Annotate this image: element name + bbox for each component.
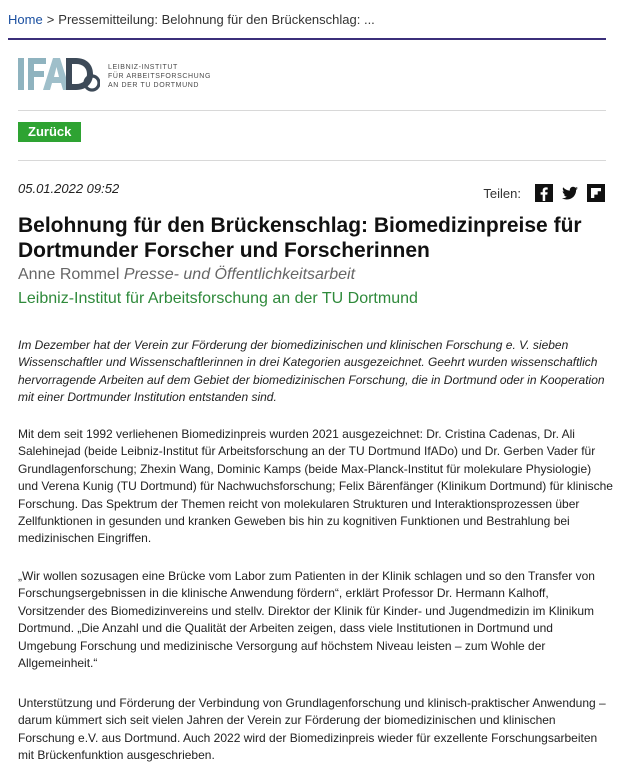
header-divider <box>8 38 606 40</box>
logo-line-3: AN DER TU DORTMUND <box>108 82 200 89</box>
body-paragraph: Unterstützung und Förderung der Verbindung von Grundlagenforschung und klinisch-praktischer Anwendung – darum kümmert sich seit vielen Jahren der Verein zur Förderung der biomedizinischen und klinischen Forschung e.V. aus Dortmund. Auch 2022 wird der Biomedizinpreis wieder für exzellente Forschungsarbeiten mit Brückenfunktion ausgeschrieben. <box>18 696 606 763</box>
author-name: Anne Rommel <box>18 266 120 283</box>
toolbar-divider <box>18 160 606 161</box>
institute-name: Leibniz-Institut für Arbeitsforschung an der TU Dortmund <box>18 290 418 307</box>
ifado-logo-mark <box>16 52 100 100</box>
body-paragraph: Mit dem seit 1992 verliehenen Biomedizinpreis wurden 2021 ausgezeichnet: Dr. Cristina Cadenas, Dr. Ali Salehinejad (beide Leibniz-Institut für Arbeitsforschung an der TU Dortmund IfADo) und Dr. Gerben Vader für Grundlagenforschung; Zhexin Wang, Dominic Kamps (beide Max-Planck-Institut für molekulare Physiologie) und Verena Kunig (TU Dortmund) für Nachwuchsforschung; Felix Bärenfänger (Klinikum Dortmund) für klinische Forschung. Das Spektrum der Themen reicht von molekularen Strukturen und Interaktionsprozessen über Zellfunktionen in gesunden und kranken Geweben bis hin zu kognitiven Funktionen und Bestrahlung bei medizinischen Eingriffen. <box>18 427 613 546</box>
ifado-logo[interactable] <box>16 52 236 100</box>
logo-line-1: LEIBNIZ-INSTITUT <box>108 64 178 71</box>
flipboard-icon[interactable] <box>587 184 605 202</box>
body-paragraph: „Wir wollen sozusagen eine Brücke vom Labor zum Patienten in der Klinik schlagen und so den Transfer von Forschungsergebnissen in die klinische Anwendung fördern“, erklärt Professor Dr. Hermann Kalhoff, Vorsitzender des Biomedizinvereins und stellv. Direktor der Klinik für Kinder- und Jugendmedizin im Klinikum Dortmund. „Die Anzahl und die Qualität der Arbeiten zeigen, dass viele Institutionen in Dortmund und Umgebung Forschung und medizinische Versorgung auf höchstem Niveau leisten – zum Wohle der Allgemeinheit.“ <box>18 569 595 671</box>
share-bar <box>483 184 605 202</box>
breadcrumb-separator: > <box>46 12 55 27</box>
breadcrumb-current: Pressemitteilung: Belohnung für den Brückenschlag: ... <box>58 12 375 27</box>
lead-paragraph: Im Dezember hat der Verein zur Förderung der biomedizinischen und klinischen Forschung e. V. sieben Wissenschaftler und Wissenschaftlerinnen in drei Kategorien ausgezeichnet. Geehrt wurden wissenschaftlich hervorragende Arbeiten auf dem Gebiet der biomedizinischen Forschung, die in Dortmund oder in Kooperation mit einer Dortmunder Institution entstanden sind. <box>18 338 605 405</box>
facebook-icon[interactable] <box>535 184 553 202</box>
logo-line-2: FÜR ARBEITSFORSCHUNG <box>108 73 212 80</box>
twitter-icon[interactable] <box>561 184 579 202</box>
breadcrumb <box>8 12 375 27</box>
ifado-logo-wordmark <box>108 63 211 90</box>
share-label: Teilen: <box>483 185 521 201</box>
article-title: Belohnung für den Brückenschlag: Biomedizinpreise für Dortmunder Forscher und Forscherinnen <box>18 214 582 262</box>
author-line <box>18 266 355 284</box>
back-button[interactable]: Zurück <box>18 122 81 142</box>
breadcrumb-home-link[interactable]: Home <box>8 12 43 27</box>
publish-datetime: 05.01.2022 09:52 <box>18 181 120 196</box>
author-role: Presse- und Öffentlichkeitsarbeit <box>123 266 356 283</box>
logo-divider <box>18 110 606 111</box>
